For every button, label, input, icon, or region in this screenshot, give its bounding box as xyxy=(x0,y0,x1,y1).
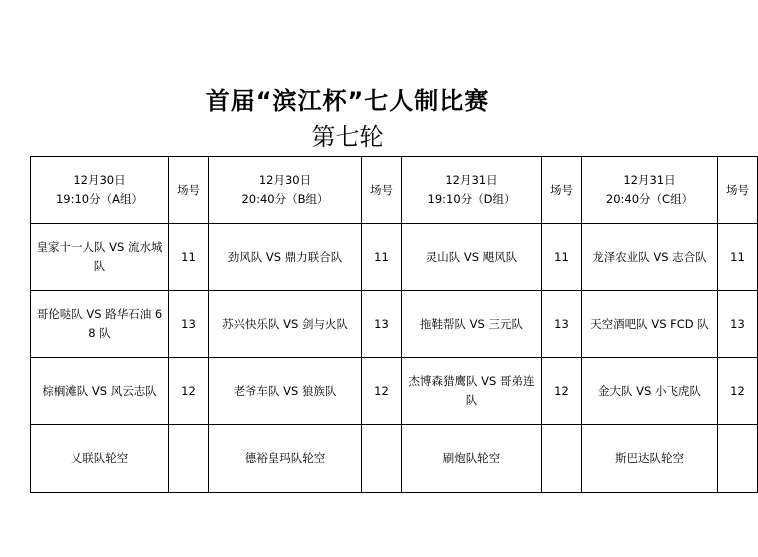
field-no-cell: 12 xyxy=(169,358,209,425)
field-no-cell: 13 xyxy=(542,291,582,358)
header-time: 19:10分（D组） xyxy=(427,192,516,206)
field-no-cell: 11 xyxy=(362,224,402,291)
bye-cell: 乂联队轮空 xyxy=(31,425,169,493)
field-no-cell xyxy=(362,425,402,493)
bye-cell: 刷炮队轮空 xyxy=(402,425,542,493)
match-cell: 皇家十一人队 VS 流水城队 xyxy=(31,224,169,291)
field-no-cell: 13 xyxy=(362,291,402,358)
table-row xyxy=(31,358,758,425)
header-date: 12月30日 xyxy=(258,173,312,187)
match-cell: 苏兴快乐队 VS 剑与火队 xyxy=(209,291,362,358)
field-no-cell: 12 xyxy=(718,358,758,425)
header-row xyxy=(31,157,758,224)
header-field-no: 场号 xyxy=(718,157,758,224)
schedule-table xyxy=(30,156,758,493)
field-no-cell: 11 xyxy=(718,224,758,291)
field-no-cell: 12 xyxy=(542,358,582,425)
header-field-no: 场号 xyxy=(362,157,402,224)
header-date: 12月31日 xyxy=(623,173,676,187)
header-slot-a xyxy=(31,157,169,224)
header-field-no: 场号 xyxy=(169,157,209,224)
header-time: 20:40分（B组） xyxy=(241,192,329,206)
header-time: 20:40分（C组） xyxy=(605,192,694,206)
header-slot-d xyxy=(402,157,542,224)
field-no-cell: 12 xyxy=(362,358,402,425)
table-row xyxy=(31,224,758,291)
field-no-cell xyxy=(542,425,582,493)
field-no-cell xyxy=(718,425,758,493)
match-cell: 哥伦哒队 VS 路华石油 68 队 xyxy=(31,291,169,358)
field-no-cell xyxy=(169,425,209,493)
field-no-cell: 11 xyxy=(169,224,209,291)
match-cell: 棕榈滩队 VS 风云志队 xyxy=(31,358,169,425)
match-cell: 劲风队 VS 鼎力联合队 xyxy=(209,224,362,291)
field-no-cell: 13 xyxy=(169,291,209,358)
match-cell: 灵山队 VS 飓风队 xyxy=(402,224,542,291)
table-row xyxy=(31,291,758,358)
match-cell: 天空酒吧队 VS FCD 队 xyxy=(582,291,718,358)
bye-cell: 德裕皇玛队轮空 xyxy=(209,425,362,493)
bye-cell: 斯巴达队轮空 xyxy=(582,425,718,493)
header-slot-c xyxy=(582,157,718,224)
header-field-no: 场号 xyxy=(542,157,582,224)
match-cell: 金大队 VS 小飞虎队 xyxy=(582,358,718,425)
match-cell: 拖鞋帮队 VS 三元队 xyxy=(402,291,542,358)
page-title: 首届“滨江杯”七人制比赛 xyxy=(205,87,490,115)
field-no-cell: 11 xyxy=(542,224,582,291)
match-cell: 老爷车队 VS 狼族队 xyxy=(209,358,362,425)
match-cell: 杰博森猎鹰队 VS 哥弟连队 xyxy=(402,358,542,425)
table-row xyxy=(31,425,758,493)
round-title: 第七轮 xyxy=(311,123,384,151)
match-cell: 龙泽农业队 VS 志合队 xyxy=(582,224,718,291)
header-time: 19:10分（A组） xyxy=(55,192,143,206)
field-no-cell: 13 xyxy=(718,291,758,358)
header-slot-b xyxy=(209,157,362,224)
header-date: 12月31日 xyxy=(445,173,498,187)
header-date: 12月30日 xyxy=(73,173,126,187)
